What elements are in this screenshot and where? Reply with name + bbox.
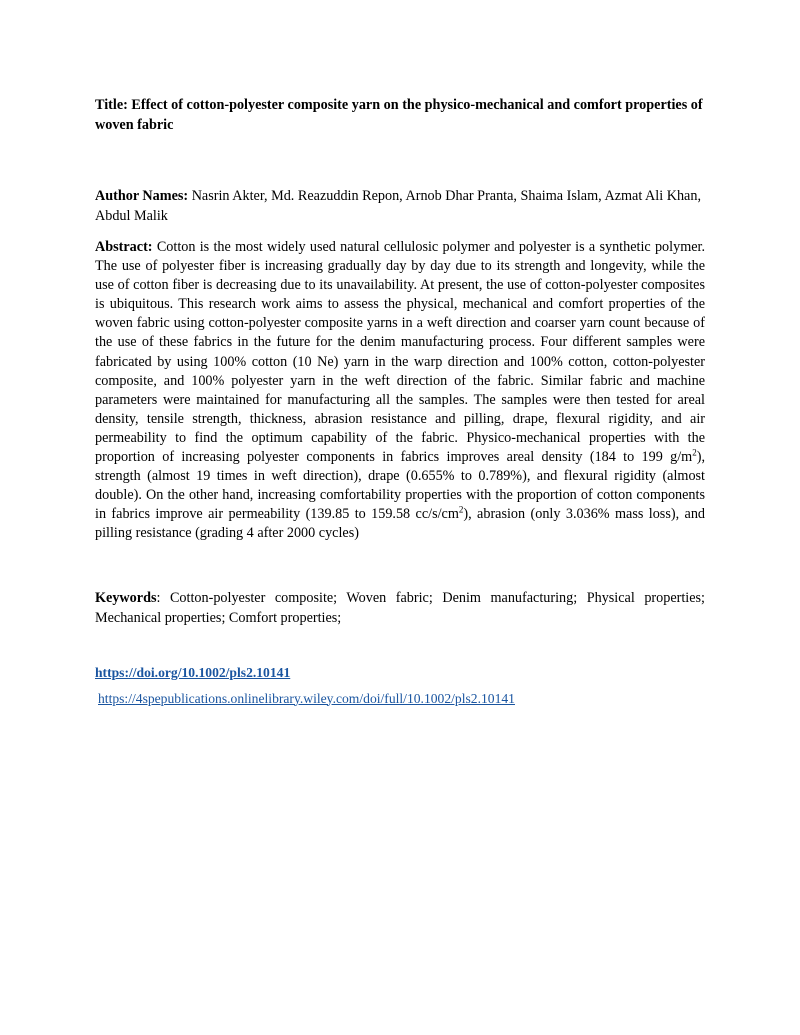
document-page	[95, 95, 705, 709]
author-list	[95, 186, 705, 226]
keywords-label: Keywords	[95, 589, 157, 606]
abstract-text-part-3: ), abrasion (only 3.036% mass loss), and pilling resistance (grading 4 after 2000 cycles)	[95, 506, 706, 542]
keywords	[95, 588, 705, 628]
abstract	[95, 238, 705, 544]
areal-density-unit-superscript: 2	[692, 447, 697, 458]
keywords-text: : Cotton-polyester composite; Woven fabric; Denim manufacturing; Physical properties; Mechanical properties; Comfort properties;	[95, 589, 705, 626]
author-names: Nasrin Akter, Md. Reazuddin Repon, Arnob Dhar Pranta, Shaima Islam, Azmat Ali Khan, Abdul Malik	[95, 188, 701, 224]
abstract-label: Abstract:	[95, 239, 153, 255]
air-permeability-unit-superscript: 2	[458, 504, 464, 515]
paper-title: Title: Effect of cotton-polyester composite yarn on the physico-mechanical and comfort properties of woven fabric	[95, 97, 703, 133]
authors-label: Author Names:	[95, 188, 189, 204]
wiley-link[interactable]: https://4spepublications.onlinelibrary.wiley.com/doi/full/10.1002/pls2.10141	[98, 690, 515, 706]
abstract-text-part-1: Cotton is the most widely used natural cellulosic polymer and polyester is a synthetic polymer. The use of polyester fiber is increasing gradually day by day due to its strength and longevity, while the use of cotton fiber is decreasing due to its unavailability. At present, the use of cotton-polyester composites is ubiquitous. This research work aims to assess the physical, mechanical and comfort properties of the woven fabric using cotton-polyester composite yarns in a weft direction and coarser yarn count because of the use of these fabrics in the future for the denim manufacturing process. Four different samples were fabricated by using 100% cotton (10 Ne) yarn in the warp direction and 100% cotton, cotton-polyester composite, and 100% polyester yarn in the weft direction of the fabric. Similar fabric and machine parameters were maintained for manufacturing all the samples. The samples were then tested for areal density, tensile strength, thickness, abrasion resistance and pilling, drape, flexural rigidity, and air permeability to find the optimum capability of the fabric. Physico-mechanical properties with the proportion of increasing polyester components in fabrics improves areal density (184 to 199 g/m	[95, 239, 706, 466]
abstract-text-part-2: ), strength (almost 19 times in weft direction), drape (0.655% to 0.789%), and flexural rigidity (almost double). On the other hand, increasing comfortability properties with the proportion of cotton components in fabrics improve air permeability (139.85 to 159.58 cc/s/cm	[95, 449, 705, 523]
doi-link[interactable]: https://doi.org/10.1002/pls2.10141	[95, 664, 291, 680]
